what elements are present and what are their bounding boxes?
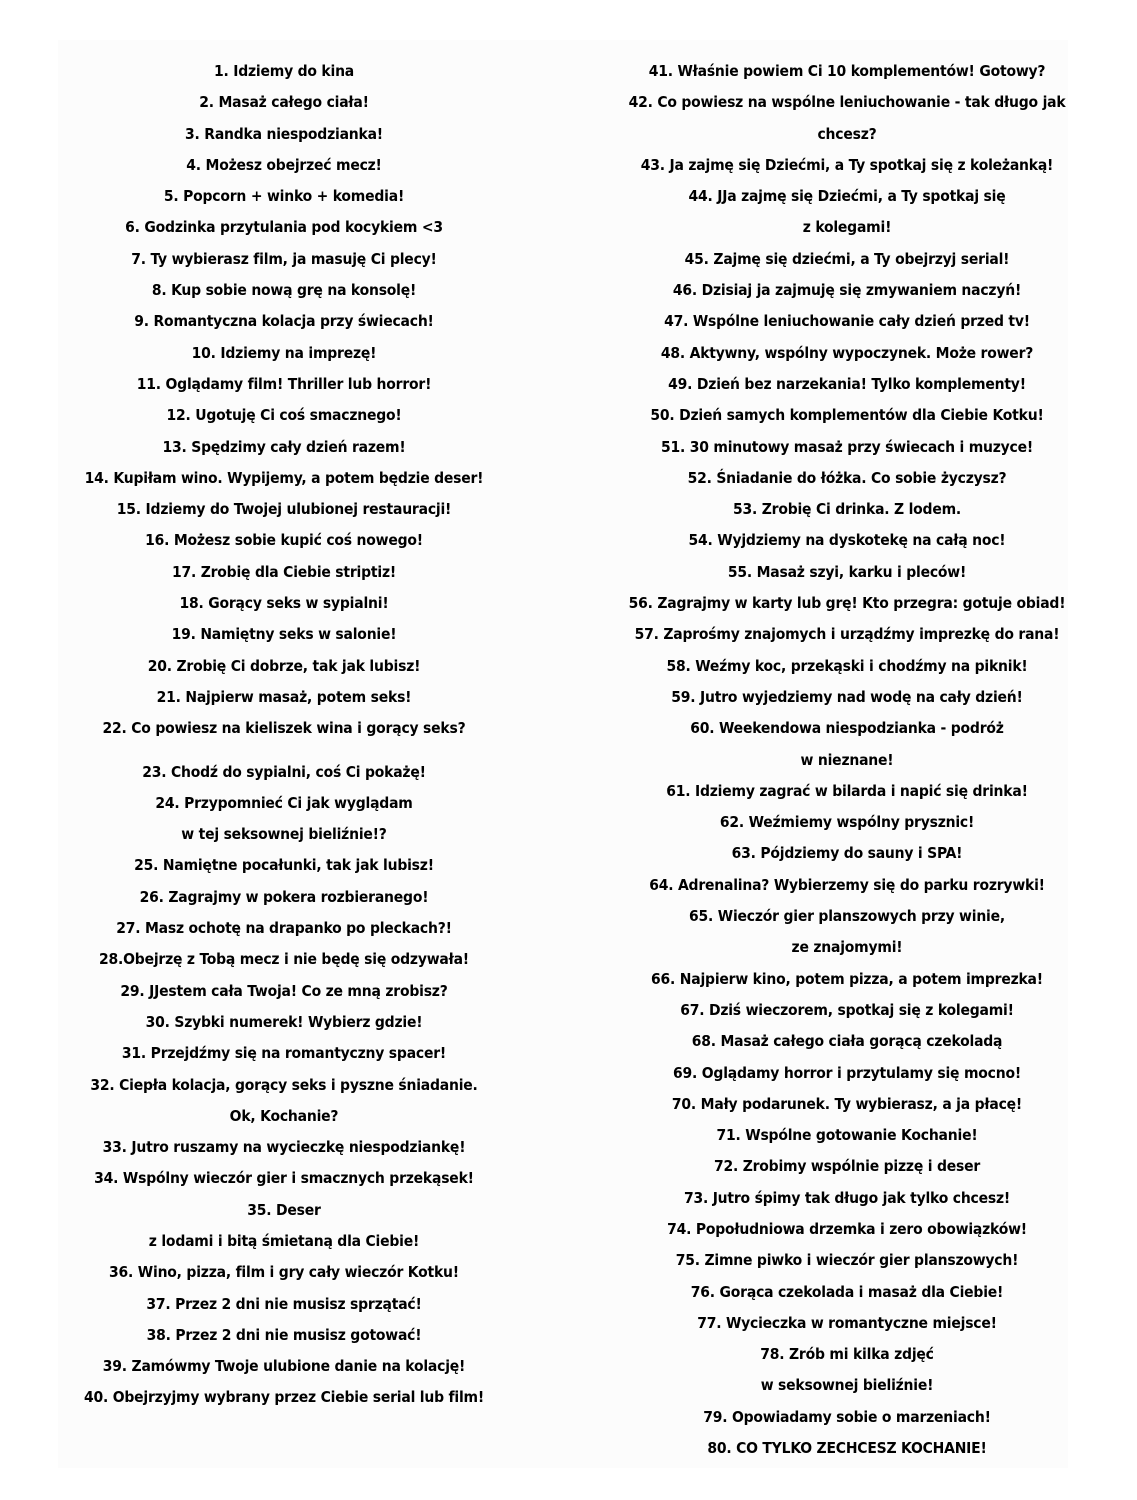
list-item: 24. Przypomnieć Ci jak wyglądam [155, 793, 413, 812]
list-item: 9. Romantyczna kolacja przy świecach! [134, 312, 434, 331]
list-item: 13. Spędzimy cały dzień razem! [162, 437, 406, 456]
list-item: 59. Jutro wyjedziemy nad wodę na cały dzień! [671, 687, 1023, 706]
list-item: 77. Wycieczka w romantyczne miejsce! [697, 1313, 997, 1332]
list-item: 44. JJa zajmę się Dziećmi, a Ty spotkaj się [688, 187, 1006, 206]
list-item: 53. Zrobię Ci drinka. Z lodem. [732, 500, 962, 519]
list-item: 66. Najpierw kino, potem pizza, a potem imprezka! [651, 969, 1043, 988]
list-item: 49. Dzień bez narzekania! Tylko komplementy! [668, 374, 1026, 393]
list-item: 71. Wspólne gotowanie Kochanie! [716, 1126, 978, 1145]
list-item: 48. Aktywny, wspólny wypoczynek. Może rower? [660, 343, 1034, 362]
list-item: 34. Wspólny wieczór gier i smacznych przekąsek! [94, 1169, 474, 1188]
list-item: 70. Mały podarunek. Ty wybierasz, a ja płacę! [671, 1094, 1023, 1113]
list-item: 1. Idziemy do kina [213, 62, 355, 80]
left-column [58, 40, 510, 1414]
list-item: 78. Zrób mi kilka zdjęć [760, 1345, 934, 1364]
list-item: 47. Wspólne leniuchowanie cały dzień przed tv! [664, 312, 1030, 331]
list-item: 68. Masaż całego ciała gorącą czekoladą [691, 1032, 1003, 1051]
list-item: 56. Zagrajmy w karty lub grę! Kto przegra: gotuje obiad! [628, 594, 1066, 613]
list-item: 19. Namiętny seks w salonie! [171, 625, 397, 644]
list-item: 14. Kupiłam wino. Wypijemy, a potem będzie deser! [84, 468, 484, 487]
list-item: 32. Ciepła kolacja, gorący seks i pyszne śniadanie. [90, 1075, 478, 1094]
list-item: 12. Ugotuję Ci coś smacznego! [166, 406, 402, 425]
right-column [626, 40, 1068, 1464]
list-item-continuation: w nieznane! [800, 750, 894, 769]
coupon-list-sheet [58, 40, 1068, 1468]
list-item: 16. Możesz sobie kupić coś nowego! [145, 531, 423, 550]
list-item: 60. Weekendowa niespodzianka - podróż [690, 719, 1004, 738]
list-item: 74. Popołudniowa drzemka i zero obowiązków! [667, 1219, 1027, 1238]
list-item: 3. Randka niespodzianka! [185, 124, 383, 143]
list-item: 11. Oglądamy film! Thriller lub horror! [136, 374, 432, 393]
list-item-continuation: z kolegami! [802, 218, 892, 237]
list-item: 55. Masaż szyi, karku i pleców! [727, 562, 967, 581]
list-item: 8. Kup sobie nową grę na konsolę! [151, 281, 417, 300]
list-item: 46. Dzisiaj ja zajmuję się zmywaniem naczyń! [672, 281, 1022, 300]
list-item-continuation: w seksownej bieliźnie! [760, 1376, 934, 1395]
list-item: 57. Zaprośmy znajomych i urządźmy imprezkę do rana! [634, 625, 1060, 644]
list-item: 69. Oglądamy horror i przytulamy się mocno! [673, 1063, 1021, 1082]
list-item: 36. Wino, pizza, film i gry cały wieczór Kotku! [109, 1263, 459, 1282]
list-item: 27. Masz ochotę na drapanko po pleckach?! [116, 919, 452, 938]
list-item: 62. Weźmiemy wspólny prysznic! [719, 813, 975, 832]
list-item: 58. Weźmy koc, przekąski i chodźmy na piknik! [666, 656, 1028, 675]
list-item: 73. Jutro śpimy tak długo jak tylko chcesz! [683, 1188, 1011, 1207]
list-item: 35. Deser [247, 1200, 321, 1219]
list-item: 6. Godzinka przytulania pod kocykiem <3 [125, 218, 443, 237]
list-item: 28.Obejrzę z Tobą mecz i nie będę się odzywała! [99, 950, 469, 969]
list-item: 51. 30 minutowy masaż przy świecach i muzyce! [660, 437, 1034, 456]
list-item-continuation: ze znajomymi! [791, 938, 903, 957]
list-item: 31. Przejdźmy się na romantyczny spacer! [121, 1044, 447, 1063]
list-item: 76. Gorąca czekolada i masaż dla Ciebie! [690, 1282, 1004, 1301]
list-item: 39. Zamówmy Twoje ulubione danie na kolację! [102, 1357, 466, 1376]
list-item: 63. Pójdziemy do sauny i SPA! [731, 844, 963, 863]
list-item: 29. JJestem cała Twoja! Co ze mną zrobisz? [120, 981, 448, 1000]
list-item: 10. Idziemy na imprezę! [191, 343, 377, 362]
list-item: 2. Masaż całego ciała! [199, 93, 369, 112]
list-item: 33. Jutro ruszamy na wycieczkę niespodziankę! [102, 1138, 466, 1157]
list-item: 80. CO TYLKO ZECHCESZ KOCHANIE! [707, 1439, 987, 1458]
list-item: 41. Właśnie powiem Ci 10 komplementów! Gotowy? [648, 62, 1046, 80]
list-item: 17. Zrobię dla Ciebie striptiz! [171, 562, 397, 581]
list-item-continuation: Ok, Kochanie? [229, 1106, 339, 1125]
list-item: 65. Wieczór gier planszowych przy winie, [689, 907, 1005, 926]
list-item: 20. Zrobię Ci dobrze, tak jak lubisz! [147, 656, 421, 675]
list-item: 40. Obejrzyjmy wybrany przez Ciebie serial lub film! [83, 1388, 485, 1407]
list-item: 45. Zajmę się dziećmi, a Ty obejrzyj serial! [684, 249, 1010, 268]
list-item: 61. Idziemy zagrać w bilarda i napić się drinka! [666, 781, 1028, 800]
list-item: 54. Wyjdziemy na dyskotekę na całą noc! [688, 531, 1006, 550]
list-item: 38. Przez 2 dni nie musisz gotować! [146, 1325, 422, 1344]
list-item: 64. Adrenalina? Wybierzemy się do parku rozrywki! [649, 875, 1045, 894]
list-item: 52. Śniadanie do łóżka. Co sobie życzysz? [687, 468, 1007, 487]
list-item: 26. Zagrajmy w pokera rozbieranego! [139, 887, 429, 906]
list-item: 75. Zimne piwko i wieczór gier planszowych! [675, 1251, 1019, 1270]
list-item: 67. Dziś wieczorem, spotkaj się z kolegami! [680, 1000, 1014, 1019]
list-item-continuation: z lodami i bitą śmietaną dla Ciebie! [148, 1231, 420, 1250]
list-item: 23. Chodź do sypialni, coś Ci pokażę! [142, 762, 426, 781]
list-item: 4. Możesz obejrzeć mecz! [186, 155, 382, 174]
list-item-continuation: w tej seksownej bieliźnie!? [181, 825, 387, 844]
list-item: 21. Najpierw masaż, potem seks! [156, 687, 412, 706]
list-item: 72. Zrobimy wspólnie pizzę i deser [713, 1157, 981, 1176]
list-item: 43. Ja zajmę się Dziećmi, a Ty spotkaj się z koleżanką! [640, 155, 1054, 174]
list-item: 18. Gorący seks w sypialni! [179, 594, 389, 613]
list-item: 7. Ty wybierasz film, ja masuję Ci plecy! [131, 249, 437, 268]
list-item: 79. Opowiadamy sobie o marzeniach! [703, 1407, 991, 1426]
list-item: 15. Idziemy do Twojej ulubionej restauracji! [116, 500, 452, 519]
list-item: 30. Szybki numerek! Wybierz gdzie! [145, 1012, 423, 1031]
list-item: 50. Dzień samych komplementów dla Ciebie Kotku! [650, 406, 1044, 425]
list-item: 37. Przez 2 dni nie musisz sprzątać! [146, 1294, 422, 1313]
list-item: 42. Co powiesz na wspólne leniuchowanie - tak długo jak [628, 93, 1066, 112]
list-item: 22. Co powiesz na kieliszek wina i gorący seks? [102, 719, 466, 738]
list-item: 5. Popcorn + winko + komedia! [163, 187, 405, 206]
list-item-continuation: chcesz? [817, 124, 877, 143]
list-item: 25. Namiętne pocałunki, tak jak lubisz! [134, 856, 434, 875]
